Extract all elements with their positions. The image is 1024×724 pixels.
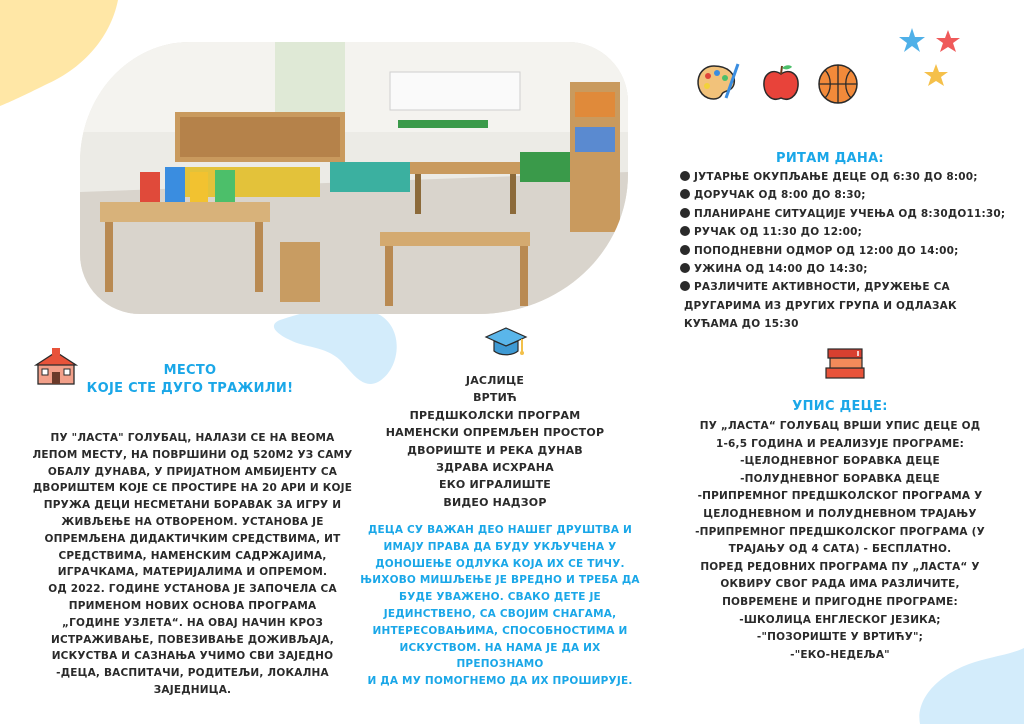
rhythm-item: ПОПОДНЕВНИ ОДМОР ОД 12:00 ДО 14:00;	[680, 242, 980, 260]
features-list	[380, 372, 610, 511]
feature-item: ЕКО ИГРАЛИШТЕ	[438, 478, 552, 492]
feature-item: ВИДЕО НАДЗОР	[443, 495, 547, 509]
rhythm-item-continuation: ДРУГАРИМА ИЗ ДРУГИХ ГРУПА И ОДЛАЗАК	[684, 299, 957, 312]
rhythm-item: ЈУТАРЊЕ ОКУПЉАЊЕ ДЕЦЕ ОД 6:30 ДО 8:00;	[680, 168, 980, 186]
classroom-photo	[80, 42, 628, 314]
rhythm-item: РАЗЛИЧИТЕ АКТИВНОСТИ, ДРУЖЕЊЕ СА	[680, 278, 980, 296]
feature-item: ЈАСЛИЦЕ	[465, 374, 525, 387]
feature-item: ВРТИЋ	[473, 391, 517, 405]
palette-icon	[694, 62, 744, 102]
feature-item: НАМЕНСКИ ОПРЕМЉЕН ПРОСТОР	[385, 426, 605, 440]
daily-rhythm	[680, 150, 1006, 334]
bullet-icon	[680, 226, 690, 236]
classroom-photo-illustration	[80, 42, 628, 314]
stars-icon	[898, 26, 968, 92]
graduation-cap-icon	[484, 324, 528, 360]
bullet-icon	[680, 263, 690, 273]
basketball-icon	[816, 62, 860, 106]
bullet-icon	[680, 171, 690, 181]
feature-item: ЗДРАВА ИСХРАНА	[436, 461, 554, 475]
rhythm-item-continuation: КУЋАМА ДО 15:30	[684, 318, 799, 331]
rhythm-item: РУЧАК ОД 11:30 ДО 12:00;	[680, 223, 980, 241]
place-description: ПУ "ЛАСТА" ГОЛУБАЦ, НАЛАЗИ СЕ НА ВЕОМА ЛЕПОМ МЕСТУ, НА ПОВРШИНИ ОД 520М2 УЗ САМУ ОБАЛУ ДУНАВА, У ПРИЈАТНОМ АМБИЈЕНТУ СА ДВОРИШТЕМ КОЈЕ СЕ ПРОСТИРЕ НА 20 АРИ И КОЈЕ ПРУЖА ДЕЦИ НЕСМЕТАНИ БОРАВАК ЗА ИГРУ И ЖИВЉЕЊЕ НА ОТВОРЕНОМ. УСТАНОВА ЈЕ ОПРЕМЉЕНА ДИДАКТИЧКИМ СРЕДСТВИМА, ИТ СРЕДСТВИМА, НАМЕНСКИМ САДРЖАЈИМА, ИГРАЧКАМА, МАТЕРИЈАЛИМА И ОПРЕМОМ. ОД 2022. ГОДИНЕ УСТАНОВА ЈЕ ЗАПОЧЕЛА СА ПРИМЕНОМ НОВИХ ОСНОВА ПРОГРАМА „ГОДИНЕ УЗЛЕТА“. НА ОВАЈ НАЧИН КРОЗ ИСТРАЖИВАЊЕ, ПОВЕЗИВАЊЕ ДОЖИВЉАЈА, ИСКУСТВА И САЗНАЊА УЧИМО СВИ ЗАЈЕДНО -ДЕЦА, ВАСПИТАЧИ, РОДИТЕЉИ, ЛОКАЛНА ЗАЈЕДНИЦА.	[32, 432, 353, 696]
bullet-icon	[680, 245, 690, 255]
feature-item: ДВОРИШТЕ И РЕКА ДУНАВ	[407, 443, 583, 457]
place-title: МЕСТО КОЈЕ СТЕ ДУГО ТРАЖИЛИ!	[86, 363, 294, 396]
rhythm-item: ДОРУЧАК ОД 8:00 ДО 8:30;	[680, 186, 980, 204]
rhythm-item: ПЛАНИРАНЕ СИТУАЦИЈЕ УЧЕЊА ОД 8:30ДО11:30;	[680, 205, 980, 223]
bullet-icon	[680, 281, 690, 291]
apple-icon	[760, 62, 802, 104]
daily-rhythm-title: РИТАМ ДАНА:	[776, 151, 884, 166]
bullet-icon	[680, 208, 690, 218]
feature-item: ПРЕДШКОЛСКИ ПРОГРАМ	[409, 408, 581, 422]
enrollment-description: ПУ „ЛАСТА“ ГОЛУБАЦ ВРШИ УПИС ДЕЦЕ ОД 1-6,5 ГОДИНА И РЕАЛИЗУЈЕ ПРОГРАМЕ: -ЦЕЛОДНЕВНОГ БОРАВКА ДЕЦЕ -ПОЛУДНЕВНОГ БОРАВКА ДЕЦЕ -ПРИПРЕМНОГ ПРЕДШКОЛСКОГ ПРОГРАМА У ЦЕЛОДНЕВНОМ И ПОЛУДНЕВНОМ ТРАЈАЊУ -ПРИПРЕМНОГ ПРЕДШКОЛСКОГ ПРОГРАМА (У ТРАЈАЊУ ОД 4 САТА) - БЕСПЛАТНО. ПОРЕД РЕДОВНИХ ПРОГРАМА ПУ „ЛАСТА“ У ОКВИРУ СВОГ РАДА ИМА РАЗЛИЧИТЕ, ПОВРЕМЕНЕ И ПРИГОДНЕ ПРОГРАМЕ: -ШКОЛИЦА ЕНГЛЕСКОГ ЈЕЗИКА; -"ПОЗОРИШТЕ У ВРТИЋУ"; -"ЕКО-НЕДЕЉА"	[695, 420, 985, 661]
children-rights-text: ДЕЦА СУ ВАЖАН ДЕО НАШЕГ ДРУШТВА И ИМАЈУ ПРАВА ДА БУДУ УКЉУЧЕНА У ДОНОШЕЊЕ ОДЛУКА КОЈА ИХ СЕ ТИЧУ. ЊИХОВО МИШЉЕЊЕ ЈЕ ВРЕДНО И ТРЕБА ДА БУДЕ УВАЖЕНО. СВАКО ДЕТЕ ЈЕ ЈЕДИНСТВЕНО, СА СВОЈИМ СНАГАМА, ИНТЕРЕСОВАЊИМА, СПОСОБНОСТИМА И ИСКУСТВОМ. НА НАМА ЈЕ ДА ИХ ПРЕПОЗНАМО И ДА МУ ПОМОГНЕМО ДА ИХ ПРОШИРУЈЕ.	[360, 524, 640, 688]
rhythm-item: УЖИНА ОД 14:00 ДО 14:30;	[680, 260, 980, 278]
enrollment-title: УПИС ДЕЦЕ:	[792, 399, 888, 414]
books-icon	[822, 346, 868, 382]
bullet-icon	[680, 189, 690, 199]
